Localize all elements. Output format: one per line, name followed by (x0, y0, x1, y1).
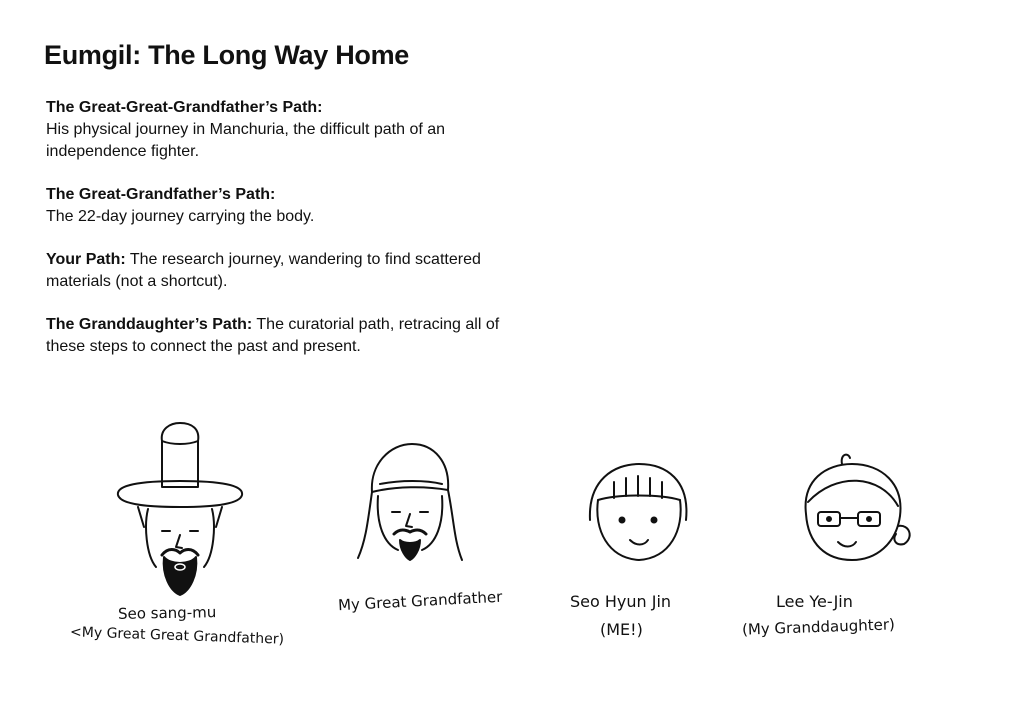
path-text: materials (not a shortcut). (46, 273, 228, 290)
granddaughter-path (46, 314, 566, 358)
figure-caption: Seo sang-mu (117, 603, 217, 623)
granddaughter-drawing (796, 450, 916, 570)
paths-description (46, 97, 566, 379)
figure-caption: Seo Hyun Jin (570, 592, 672, 611)
great-great-grandfather-path (46, 97, 566, 163)
figure-caption: (ME!) (600, 620, 643, 639)
path-heading: Your Path: (46, 251, 126, 268)
me-drawing (584, 460, 694, 570)
path-heading: The Granddaughter’s Path: (46, 316, 253, 333)
figure-caption: Lee Ye-Jin (776, 592, 853, 611)
page-title: Eumgil: The Long Way Home (44, 40, 410, 70)
path-heading: The Great-Grandfather’s Path: (46, 186, 276, 203)
figure-caption: <My Great Great Grandfather) (69, 624, 285, 648)
path-text: His physical journey in Manchuria, the difficult path of an (46, 121, 446, 138)
great-grandfather-drawing (350, 440, 470, 575)
path-text: The 22-day journey carrying the body. (46, 208, 315, 225)
great-grandfather-path (46, 184, 566, 228)
your-path (46, 249, 566, 293)
path-text: The curatorial path, retracing all of (252, 316, 500, 333)
figure-caption: My Great Grandfather (337, 587, 503, 615)
path-text: The research journey, wandering to find scattered (125, 251, 481, 268)
great-great-grandfather-drawing (100, 415, 260, 605)
path-text: these steps to connect the past and present. (46, 338, 361, 355)
path-heading: The Great-Great-Grandfather’s Path: (46, 99, 323, 116)
path-text: independence fighter. (46, 143, 200, 160)
figure-caption: (My Granddaughter) (741, 615, 896, 639)
